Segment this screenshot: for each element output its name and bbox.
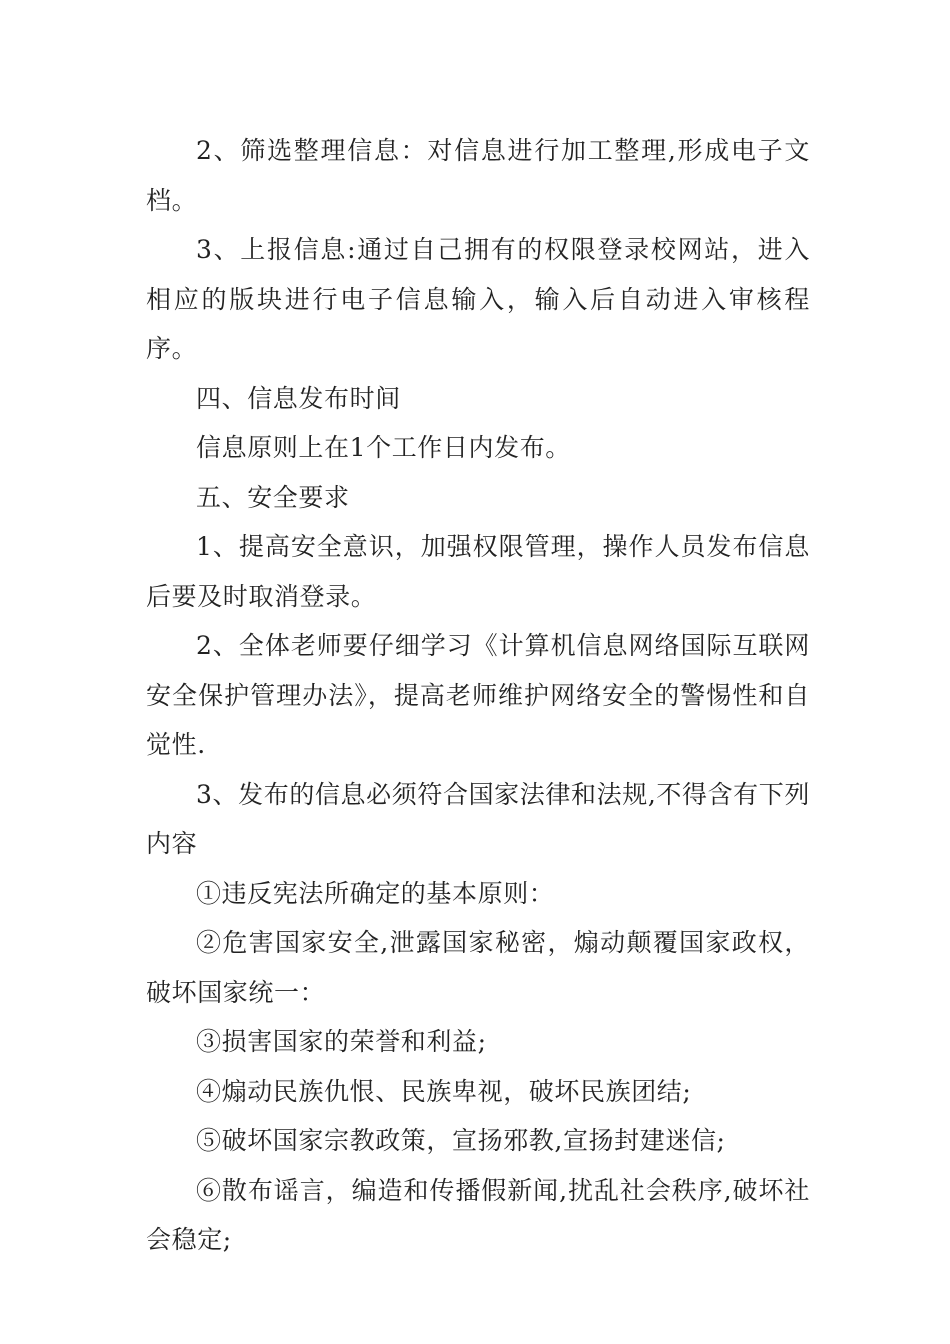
paragraph-security-3: 3、发布的信息必须符合国家法律和法规,不得含有下列内容	[146, 779, 810, 858]
section-heading-security-requirements: 五、安全要求	[196, 482, 350, 512]
list-item-3: ③损害国家的荣誉和利益;	[196, 1027, 487, 1056]
section-heading-release-time: 四、信息发布时间	[196, 383, 401, 413]
list-item-4: ④煽动民族仇恨、民族卑视，破坏民族团结;	[196, 1076, 692, 1106]
list-item-5: ⑤破坏国家宗教政策，宣扬邪教,宣扬封建迷信;	[196, 1126, 726, 1155]
paragraph-step-3-report: 3、上报信息:通过自己拥有的权限登录校网站，进入相应的版块进行电子信息输入，输入后自动进入审核程序。	[146, 235, 810, 363]
paragraph-release-time-rule: 信息原则上在1个工作日内发布。	[196, 433, 571, 462]
paragraph-step-2-filter-organize: 2、筛选整理信息：对信息进行加工整理,形成电子文档。	[146, 136, 810, 215]
list-item-1: ①违反宪法所确定的基本原则：	[196, 878, 555, 908]
paragraph-security-2: 2、全体老师要仔细学习《计算机信息网络国际互联网安全保护管理办法》，提高老师维护网络安全的警惕性和自觉性.	[146, 631, 810, 759]
paragraph-security-1: 1、提高安全意识，加强权限管理，操作人员发布信息后要及时取消登录。	[146, 532, 810, 611]
list-item-2: ②危害国家安全,泄露国家秘密，煽动颠覆国家政权，破坏国家统一：	[146, 928, 810, 1007]
document-body	[146, 126, 810, 1265]
list-item-6: ⑥散布谣言，编造和传播假新闻,扰乱社会秩序,破坏社会稳定;	[146, 1175, 810, 1254]
